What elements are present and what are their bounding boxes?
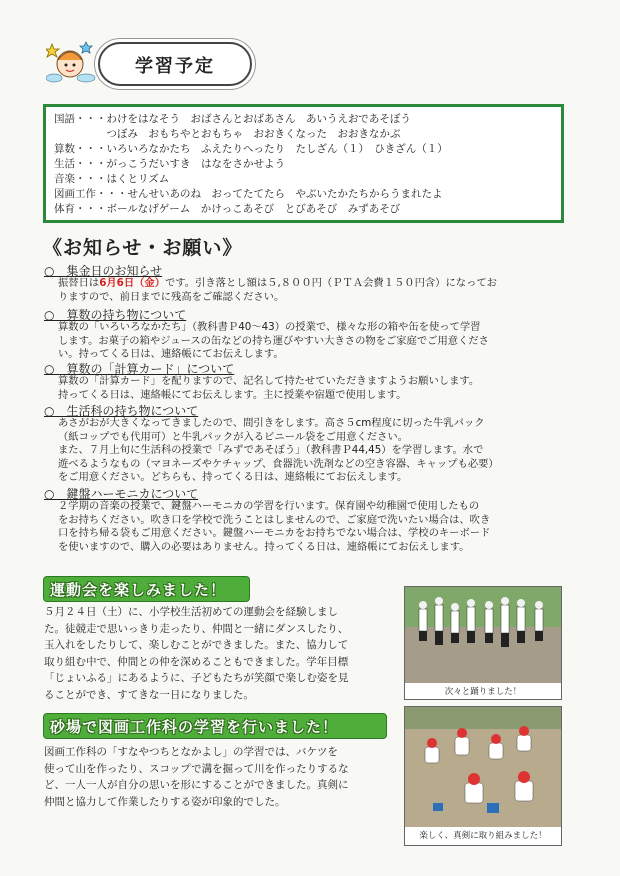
schedule-row: 算数・・・いろいろなかたち ふえたりへったり たしざん（１） ひきざん（１） [54, 143, 448, 155]
text-line: 仲間と協力して作業したりする姿が印象的でした。 [44, 795, 286, 808]
mascot-illustration [46, 40, 98, 84]
page-title-badge [98, 42, 252, 86]
schedule-row: 図画工作・・・せんせいあのね おってたてたら やぶいたかたちからうまれたよ [54, 188, 443, 200]
notice-line: 算数の「計算カード」を配りますので、記名して持たせていただきますようお願いします。 [58, 375, 480, 387]
notice-item-body [58, 277, 558, 304]
sandbox-caption: 楽しく、真剣に取り組みました！ [419, 831, 547, 841]
schedule-row: 国語・・・わけをはなそう おばさんとおばあさん あいうえおであそぼう [54, 113, 411, 125]
notice-item-body [58, 321, 558, 362]
text-line: 取り組む中で、仲間との仲を深めることもできました。学年目標 [44, 655, 349, 668]
sports-day-heading: 運動会を楽しみました！ [50, 581, 227, 599]
notice-line: ２学期の音楽の授業で、鍵盤ハーモニカの学習を行います。保育園や幼稚園で使用したもの [58, 500, 480, 512]
notice-item-title: ○ 鍵盤ハーモニカについて [44, 487, 199, 501]
text-line: ５月２４日（土）に、小学校生活初めての運動会を経験しまし [44, 606, 338, 618]
text-line: 「じょいふる」にあるように、子どもたちが笑顔で楽しむ姿を見 [44, 672, 349, 684]
notice-line: 口を持ち帰る袋もご用意ください。鍵盤ハーモニカをお持ちでない場合は、学校のキーボード [58, 527, 491, 539]
notice-line-with-date: 振替日は6月6日（金）です。引き落とし額は５,８００円（ＰＴＡ会費１５０円含）になってお [58, 277, 497, 289]
notice-line: い。持ってくる日は、連絡帳にてお伝えします。 [58, 348, 284, 360]
text-line: た。徒競走で思いっきり走ったり、仲間と一緒にダンスしたり、 [44, 622, 349, 635]
notice-line: りますので、前日までに残高をご確認ください。 [58, 290, 285, 303]
schedule-row: 生活・・・がっこうだいすき はなをさかせよう [54, 158, 285, 170]
schedule-row: つぼみ おもちやとおもちゃ おおきくなった おおきなかぶ [54, 128, 401, 140]
notice-line: 遊べるようなもの（マヨネーズやケチャップ、食器洗い洗剤などの空き容器、キャップも必要） [58, 457, 499, 470]
notice-line: あさがおが大きくなってきましたので、間引きをします。高さ５cm程度に切った牛乳パック [58, 417, 485, 429]
sandbox-heading: 砂場で図画工作科の学習を行いました！ [50, 718, 339, 736]
sandbox-text [44, 744, 394, 810]
notice-line: 算数の「いろいろなかたち」（教科書Ｐ40～43）の授業で、様々な形の箱や缶を使って学習 [58, 321, 481, 333]
notice-item-body [58, 375, 558, 402]
sports-day-text [44, 604, 394, 703]
notice-item-body [58, 500, 558, 554]
sandbox-banner [43, 713, 387, 739]
text-line: 使って山を作ったり、スコップで溝を掘って川を作ったりするな [44, 762, 349, 775]
text-line: 図画工作科の「すなやつちとなかよし」の学習では、バケツを [44, 746, 338, 758]
notice-line: をお持ちください。吹き口を学校で洗うことはしませんので、ご家庭で洗いたい場合は、吹き [58, 513, 491, 526]
text-line: ど、一人一人が自分の思いを形にすることができました。真剣に [44, 779, 349, 791]
sports-day-photo [404, 586, 562, 700]
sandbox-photo [404, 706, 562, 846]
payment-date: 6月6日（金） [99, 277, 166, 289]
notice-line: を使いますので、購入の必要はありません。持ってくる日は、連絡帳にてお伝えします。 [58, 540, 470, 553]
notice-line: します。お菓子の箱やジュースの缶などの持ち運びやすい大きさの物をご家庭でご用意くださ [58, 334, 489, 347]
notice-item-title: ○ 算数の持ち物について [44, 308, 187, 322]
schedule-row: 体育・・・ボールなげゲーム かけっこあそび とびあそび みずあそび [54, 203, 401, 215]
notice-item-title: ○ 集金日のお知らせ [44, 264, 163, 278]
notice-line: をご用意ください。どちらも、持ってくる日は、連絡帳にてお伝えします。 [58, 471, 408, 483]
notice-item-body [58, 417, 558, 485]
notice-line: また、７月上旬に生活科の授業で「みずであそぼう」（教科書Ｐ44,45）を学習します。水で [58, 444, 484, 456]
notice-line: （紙コップでも代用可）と牛乳パックが入るビニール袋をご用意ください。 [58, 430, 408, 443]
schedule-row: 音楽・・・はくとリズム [54, 173, 170, 185]
text-line: 玉入れをしたりして、楽しむことができました。また、協力して [44, 639, 349, 651]
page-title: 学習予定 [135, 56, 215, 77]
notice-item-title: ○ 生活科の持ち物について [44, 404, 199, 418]
sports-day-caption: 次々と踊りました！ [444, 687, 522, 697]
notice-line: 持ってくる日は、連絡帳にてお伝えします。主に授業や宿題で使用します。 [58, 388, 407, 401]
schedule-box [43, 104, 564, 223]
text-line: ることができ、すてきな一日になりました。 [44, 688, 254, 701]
notice-heading: 《お知らせ・お願い》 [43, 237, 243, 259]
sports-day-banner [43, 576, 250, 602]
notice-item-title: ○ 算数の「計算カード」について [44, 362, 235, 376]
